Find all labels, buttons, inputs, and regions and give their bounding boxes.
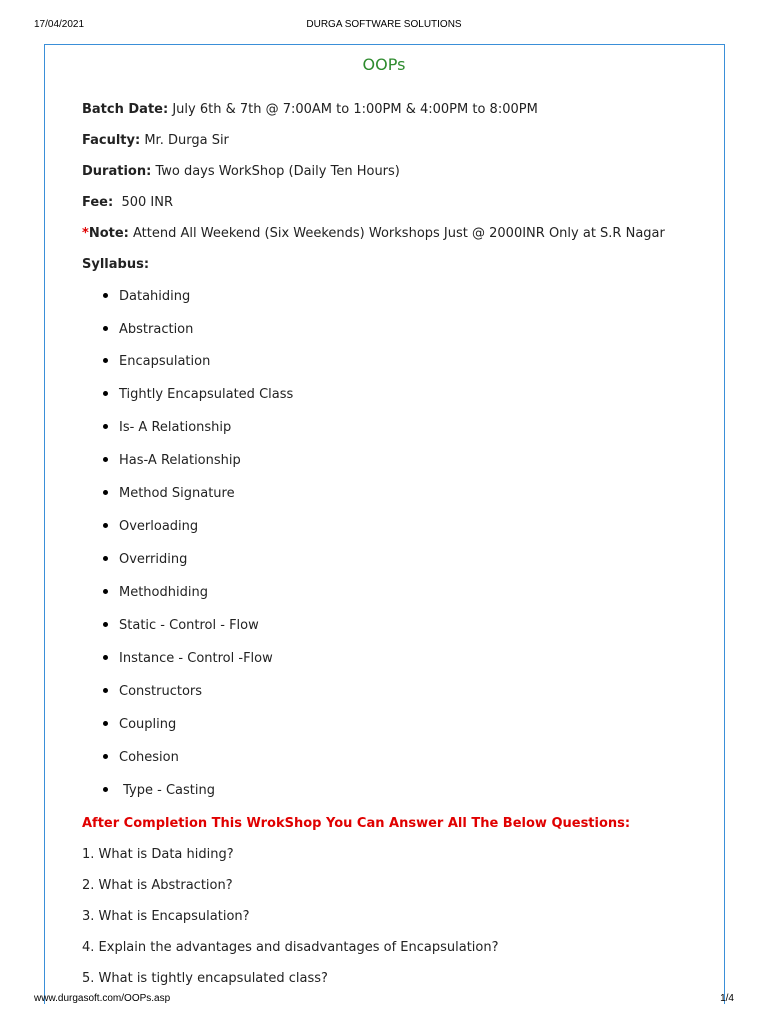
page-title: OOPs [362, 55, 406, 74]
syllabus-heading [82, 257, 149, 272]
bullet-icon [103, 556, 108, 561]
questions-heading: After Completion This WrokShop You Can Answer All The Below Questions: [82, 816, 631, 831]
note-line [82, 226, 665, 241]
bullet-icon [103, 490, 108, 495]
syllabus-item: Method Signature [103, 486, 235, 501]
bullet-icon [103, 721, 108, 726]
syllabus-item: Datahiding [103, 289, 190, 304]
syllabus-item: Methodhiding [103, 585, 208, 600]
duration-value: Two days WorkShop (Daily Ten Hours) [155, 164, 400, 179]
fee-line [82, 195, 173, 210]
print-url: www.durgasoft.com/OOPs.asp [34, 993, 171, 1004]
fee-value: 500 INR [121, 195, 173, 210]
question-item: 2. What is Abstraction? [82, 878, 233, 893]
syllabus-item: Overriding [103, 552, 187, 567]
print-site-title: DURGA SOFTWARE SOLUTIONS [306, 19, 462, 30]
bullet-icon [103, 391, 108, 396]
fee-label: Fee: [82, 195, 114, 210]
question-item: 3. What is Encapsulation? [82, 909, 250, 924]
duration-line [82, 164, 400, 179]
bullet-icon [103, 457, 108, 462]
duration-label: Duration: [82, 164, 152, 179]
faculty-label: Faculty: [82, 133, 141, 148]
faculty-line [82, 133, 229, 148]
syllabus-item: Encapsulation [103, 354, 210, 369]
batch-date-line [82, 102, 538, 117]
bullet-icon [103, 622, 108, 627]
faculty-value: Mr. Durga Sir [144, 133, 229, 148]
syllabus-label: Syllabus: [82, 257, 150, 272]
syllabus-item: Abstraction [103, 322, 193, 337]
bullet-icon [103, 688, 108, 693]
syllabus-item: Type - Casting [103, 783, 215, 798]
syllabus-item: Constructors [103, 684, 202, 699]
bullet-icon [103, 754, 108, 759]
bullet-icon [103, 787, 108, 792]
bullet-icon [103, 655, 108, 660]
batch-date-value: July 6th & 7th @ 7:00AM to 1:00PM & 4:00PM to 8:00PM [172, 102, 538, 117]
syllabus-item: Has-A Relationship [103, 453, 241, 468]
bullet-icon [103, 358, 108, 363]
bullet-icon [103, 424, 108, 429]
bullet-icon [103, 523, 108, 528]
question-item: 4. Explain the advantages and disadvantages of Encapsulation? [82, 940, 499, 955]
question-item: 1. What is Data hiding? [82, 847, 234, 862]
note-star: * [82, 226, 89, 241]
syllabus-item: Coupling [103, 717, 176, 732]
batch-date-label: Batch Date: [82, 102, 169, 117]
syllabus-item: Is- A Relationship [103, 420, 231, 435]
syllabus-item: Instance - Control -Flow [103, 651, 273, 666]
note-label: Note: [88, 226, 129, 241]
question-item: 5. What is tightly encapsulated class? [82, 971, 328, 986]
page-number: 1/4 [720, 993, 734, 1004]
note-value: Attend All Weekend (Six Weekends) Workshops Just @ 2000INR Only at S.R Nagar [133, 226, 665, 241]
bullet-icon [103, 589, 108, 594]
syllabus-item: Static - Control - Flow [103, 618, 259, 633]
syllabus-item: Overloading [103, 519, 198, 534]
print-date: 17/04/2021 [34, 19, 85, 30]
bullet-icon [103, 293, 108, 298]
syllabus-item: Tightly Encapsulated Class [103, 387, 293, 402]
bullet-icon [103, 326, 108, 331]
syllabus-item: Cohesion [103, 750, 179, 765]
